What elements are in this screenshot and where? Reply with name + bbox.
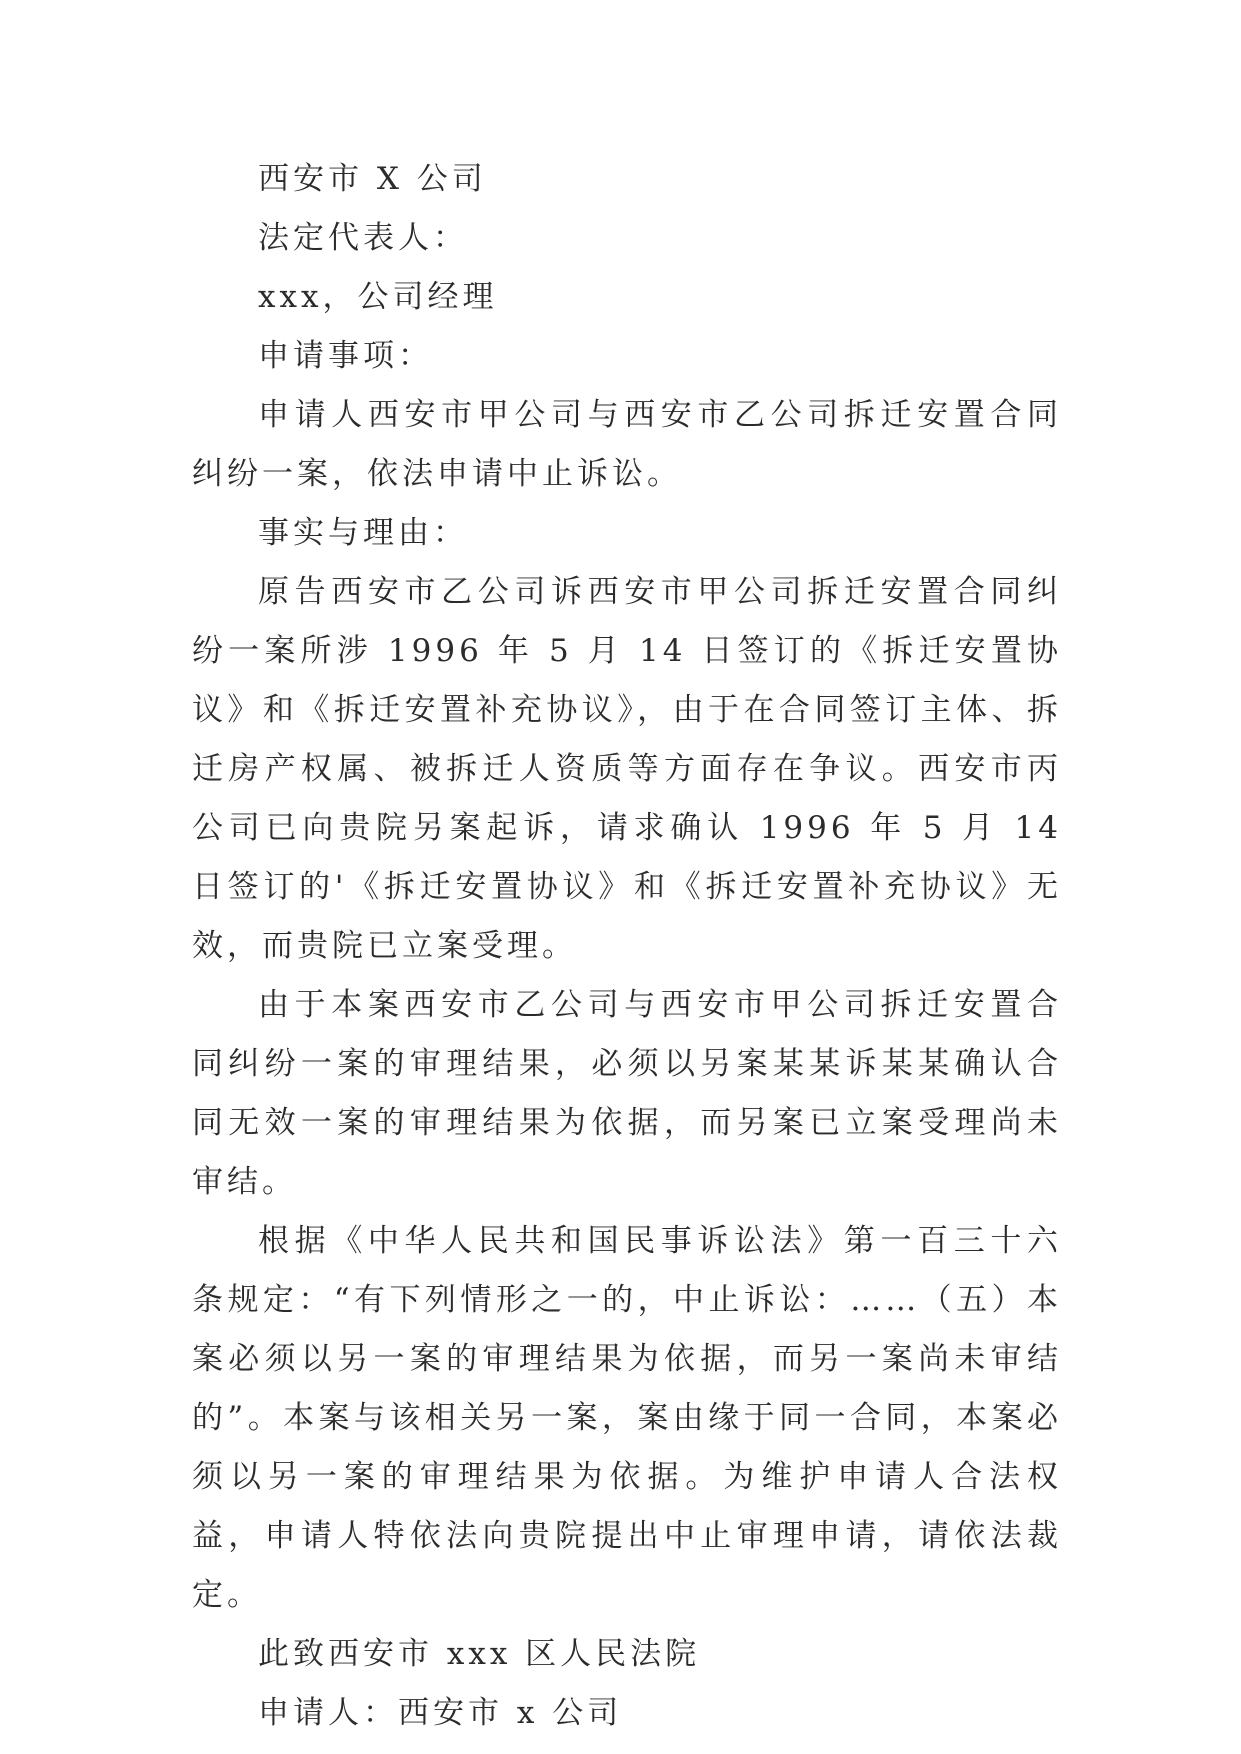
request-items-text: 申请人西安市甲公司与西安市乙公司拆迁安置合同纠纷一案，依法申请中止诉讼。 <box>192 397 1062 492</box>
company-name: 西安市 X 公司 <box>258 161 487 197</box>
legal-representative-label: 法定代表人： <box>258 220 468 256</box>
document-body <box>192 150 1062 1743</box>
request-items-heading: 申请事项： <box>258 338 433 374</box>
applicant-signature: 申请人：西安市 x 公司 <box>258 1695 623 1731</box>
facts-paragraph-1: 原告西安市乙公司诉西安市甲公司拆迁安置合同纠纷一案所涉 1996 年 5 月 14 日签订的《拆迁安置协议》和《拆迁安置补充协议》，由于在合同签订主体、拆迁房产权属、被拆迁人资质等方面存在争议。西安市丙公司已向贵院另案起诉，请求确认 1996 年 5 月 14 日签订的'《拆迁安置协议》和《拆迁安置补充协议》无效，而贵院已立案受理。 <box>192 574 1062 964</box>
facts-paragraph-3: 根据《中华人民共和国民事诉讼法》第一百三十六条规定：“有下列情形之一的，中止诉讼：……（五）本案必须以另一案的审理结果为依据，而另一案尚未审结的”。本案与该相关另一案，案由缘于同一合同，本案必须以另一案的审理结果为依据。为维护申请人合法权益，申请人特依法向贵院提出中止审理申请，请依法裁定。 <box>192 1223 1062 1613</box>
facts-paragraph-2: 由于本案西安市乙公司与西安市甲公司拆迁安置合同纠纷一案的审理结果，必须以另案某某诉某某确认合同无效一案的审理结果为依据，而另案已立案受理尚未审结。 <box>192 987 1062 1200</box>
facts-reasons-heading: 事实与理由： <box>258 515 468 551</box>
addressee: 此致西安市 xxx 区人民法院 <box>258 1636 701 1672</box>
legal-representative: xxx，公司经理 <box>258 279 498 315</box>
